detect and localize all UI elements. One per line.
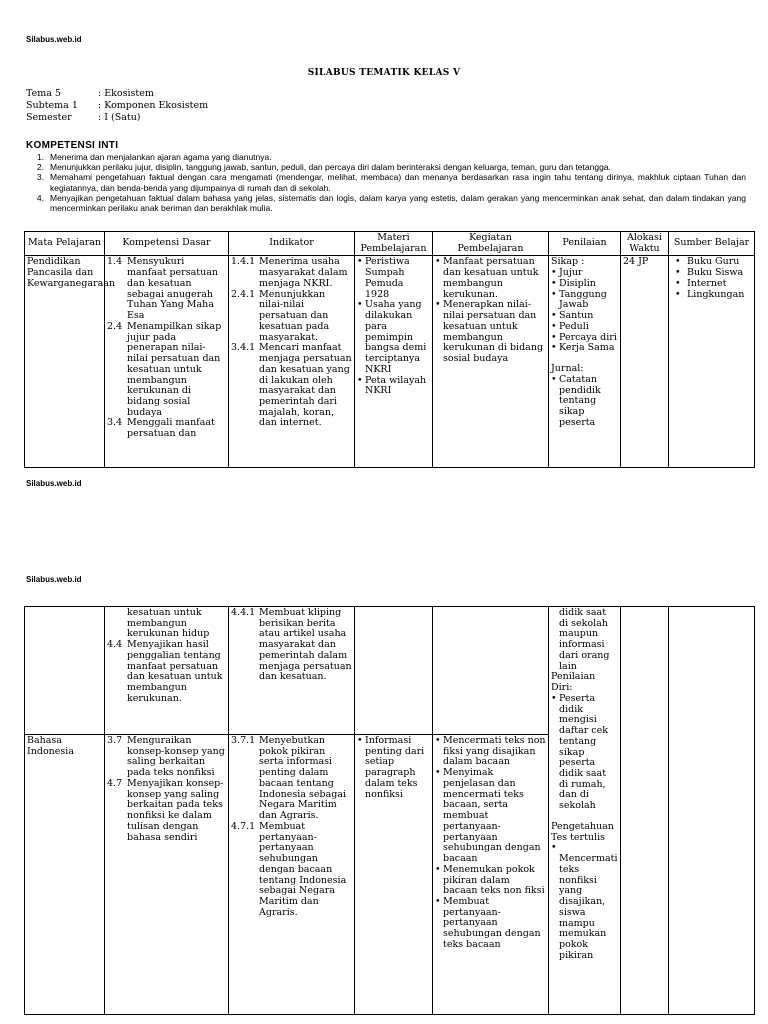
cell-kd: [105, 735, 229, 1015]
table-header-row: [25, 232, 755, 256]
kd-num: 4.4: [107, 639, 123, 651]
bullet-icon: •: [551, 320, 557, 332]
indikator-item: [231, 736, 352, 822]
watermark-page2: Silabus.web.id: [26, 575, 82, 584]
indikator-text: Membuat pertanyaan-pertanyaan sehubungan dengan bacaan tentang Indonesia sebagai Negara Maritim dan Agraris.: [259, 820, 347, 918]
col-header-sumber: Sumber Belajar: [669, 232, 755, 256]
cell-mapel: Bahasa Indonesia: [25, 735, 105, 1015]
col-header-indikator: Indikator: [229, 232, 355, 256]
bullet-icon: •: [357, 299, 363, 311]
bullet-icon: •: [675, 288, 681, 300]
indikator-num: 2.4.1: [231, 288, 256, 300]
indikator-num: 3.4.1: [231, 342, 256, 354]
kd-num: 1.4: [107, 256, 123, 268]
sikap-text: Percaya diri: [559, 331, 617, 343]
sikap-text: Santun: [559, 310, 594, 322]
bullet-icon: •: [551, 331, 557, 343]
jurnal-item: [551, 375, 618, 429]
bullet-icon: •: [551, 373, 557, 385]
kompetensi-inti-heading: KOMPETENSI INTI: [26, 140, 119, 151]
materi-text: Peta wilayah NKRI: [365, 374, 427, 397]
indikator-item: [231, 290, 352, 344]
bullet-icon: •: [435, 767, 441, 779]
kd-num: 3.4: [107, 417, 123, 429]
indikator-item: [231, 822, 352, 919]
cell-kegiatan: [433, 256, 549, 468]
cell-kegiatan: [433, 735, 549, 1015]
cell-mapel: Pendidikan Pancasila dan Kewarganegaraan: [25, 256, 105, 468]
bullet-icon: •: [551, 692, 557, 704]
bullet-icon: •: [435, 896, 441, 908]
kd-text: Menguraikan konsep-konsep yang saling berkaitan pada teks nonfiksi: [127, 735, 225, 779]
cell-mapel: [25, 607, 105, 735]
meta-label: Subtema 1: [26, 100, 78, 111]
indikator-num: 3.7.1: [231, 735, 256, 746]
indikator-text: Membuat kliping berisikan berita atau artikel usaha masyarakat dan pemerintah dalam menjaga persatuan dan kesatuan.: [259, 607, 352, 683]
sikap-item: [551, 322, 618, 333]
sikap-text: Kerja Sama: [559, 342, 615, 354]
ki-num: 3.: [36, 172, 44, 183]
ki-num: 4.: [36, 192, 44, 203]
cell-indikator: [229, 735, 355, 1015]
indikator-text: Menerima usaha masyarakat dalam menjaga NKRI.: [259, 256, 348, 289]
tes-text: Mencermati teks nonfiksi yang disajikan, siswa mampu memukan pokok pikiran: [559, 853, 618, 961]
ki-item: [26, 162, 746, 172]
cell-kd: [105, 256, 229, 468]
penilaian-diri-label: Penilaian Diri:: [551, 671, 596, 694]
indikator-num: 1.4.1: [231, 256, 256, 268]
meta-value: : I (Satu): [98, 112, 141, 123]
kegiatan-text: Manfaat persatuan dan kesatuan untuk membangun kerukunan.: [443, 256, 539, 300]
kegiatan-item: [435, 257, 546, 300]
sumber-text: Internet: [687, 277, 727, 289]
kd-item: [107, 418, 226, 439]
col-header-materi: Materi Pembelajaran: [355, 232, 433, 256]
kd-text: Menampilkan sikap jujur pada penerapan nilai-nilai persatuan dan kesatuan untuk membangun kerukunan di bidang sosial budaya: [127, 320, 222, 418]
ki-num: 1.: [36, 152, 44, 162]
materi-item: [357, 257, 430, 300]
penilaian-jurnal-label: Jurnal:: [551, 363, 584, 375]
document-title: SILABUS TEMATIK KELAS V: [307, 68, 461, 78]
diri-text: Peserta didik mengisi daftar cek tentang sikap peserta didik saat di rumah, dan di sekolah: [559, 692, 609, 812]
syllabus-table-page1: [24, 231, 755, 468]
kd-item: [107, 322, 226, 419]
meta-label: Tema 5: [26, 88, 61, 99]
bullet-icon: •: [675, 256, 681, 268]
bullet-icon: •: [357, 374, 363, 386]
meta-row-semester: [26, 113, 208, 125]
bullet-icon: •: [551, 288, 557, 300]
cell-sumber: [669, 256, 755, 468]
indikator-item: [231, 608, 352, 683]
col-header-alokasi: Alokasi Waktu: [621, 232, 669, 256]
document-meta: [26, 89, 208, 125]
watermark-top: Silabus.web.id: [26, 35, 82, 44]
materi-text: Peristiwa Sumpah Pemuda 1928: [365, 256, 410, 300]
diri-item: [551, 694, 618, 812]
bullet-icon: •: [357, 256, 363, 268]
kd-text: Menyajikan konsep-konsep yang saling berkaitan pada teks nonfiksi ke dalam tulisan dengan bahasa sendiri: [127, 777, 224, 843]
bullet-icon: •: [551, 267, 557, 279]
cell-penilaian: [549, 256, 621, 468]
ki-item: [26, 172, 746, 192]
ki-item: [26, 193, 746, 213]
indikator-num: 4.4.1: [231, 607, 256, 618]
meta-label: Semester: [26, 112, 72, 123]
bullet-icon: •: [435, 299, 441, 311]
sikap-item: [551, 343, 618, 354]
materi-item: [357, 376, 430, 397]
table-row: [25, 256, 755, 468]
sikap-text: Disiplin: [559, 277, 596, 289]
sikap-text: Tanggung Jawab: [559, 288, 607, 311]
kegiatan-item: [435, 300, 546, 364]
ki-text: Menyajikan pengetahuan faktual dalam bahasa yang jelas, sistematis dan logis, dalam karya yang estetis, dalam gerakan yang mencerminkan anak sehat, dan dalam tindakan yang mencerminkan perilaku anak beriman dan berakhlak mulia.: [50, 192, 746, 213]
kd-continuation: kesatuan untuk membangun kerukunan hidup: [127, 607, 210, 640]
kd-text: Mensyukuri manfaat persatuan dan kesatuan sebagai anugerah Tuhan Yang Maha Esa: [127, 256, 218, 322]
kegiatan-text: Menyimak penjelasan dan mencermati teks bacaan, serta membuat pertanyaan-pertanyaan sehubungan dengan bacaan: [443, 767, 541, 865]
bullet-icon: •: [357, 735, 363, 746]
table-row: [25, 607, 755, 735]
sikap-text: Peduli: [559, 320, 589, 332]
syllabus-table-page2: [24, 606, 755, 1015]
indikator-item: [231, 257, 352, 289]
kd-num: 3.7: [107, 735, 123, 746]
bullet-icon: •: [435, 863, 441, 875]
bullet-icon: •: [551, 277, 557, 289]
bullet-icon: •: [551, 842, 557, 854]
cell-alokasi: [621, 607, 669, 1015]
kd-item: [107, 257, 226, 321]
ki-num: 2.: [36, 162, 44, 173]
col-header-kegiatan: Kegiatan Pembelajaran: [433, 232, 549, 256]
sumber-item: [671, 290, 752, 301]
cell-penilaian: [549, 607, 621, 1015]
cell-kd: [105, 607, 229, 735]
col-header-penilaian: Penilaian: [549, 232, 621, 256]
cell-indikator: [229, 607, 355, 735]
penilaian-sikap-label: Sikap :: [551, 256, 585, 268]
materi-item: [357, 736, 430, 800]
materi-text: Informasi penting dari setiap paragraph dalam teks nonfiksi: [365, 735, 425, 800]
indikator-text: Mencari manfaat menjaga persatuan dan kesatuan yang di lakukan oleh masyarakat dan pemerintah dari majalah, koran, dan internet.: [259, 342, 352, 429]
penilaian-continuation: didik saat di sekolah maupun informasi dari orang lain: [559, 607, 610, 672]
indikator-num: 4.7.1: [231, 820, 256, 832]
cell-indikator: [229, 256, 355, 468]
jurnal-text: Catatan pendidik tentang sikap peserta: [559, 373, 601, 428]
bullet-icon: •: [551, 342, 557, 354]
kegiatan-item: [435, 768, 546, 865]
kd-item: [107, 779, 226, 843]
bullet-icon: •: [551, 310, 557, 322]
penilaian-tes-label: Tes tertulis: [551, 831, 605, 843]
kegiatan-text: Membuat pertanyaan-pertanyaan sehubungan dengan teks bacaan: [443, 896, 541, 950]
ki-text: Menunjukkan perilaku jujur, disiplin, tanggung jawab, santun, peduli, dan percaya diri dalam berinteraksi dengan keluarga, teman, guru dan tetangga.: [50, 162, 611, 173]
kegiatan-text: Menemukan pokok pikiran dalam bacaan teks non fiksi: [443, 863, 545, 897]
meta-value: : Komponen Ekosistem: [98, 100, 209, 111]
indikator-text: Menunjukkan nilai-nilai persatuan dan kesatuan pada masyarakat.: [259, 288, 330, 343]
kd-num: 2.4: [107, 320, 123, 332]
bullet-icon: •: [675, 267, 681, 279]
cell-materi: [355, 735, 433, 1015]
kegiatan-item: [435, 736, 546, 768]
kd-num: 4.7: [107, 777, 123, 789]
sumber-text: Buku Siswa: [687, 267, 744, 279]
indikator-item: [231, 343, 352, 429]
cell-kegiatan: [433, 607, 549, 735]
cell-sumber: [669, 607, 755, 1015]
cell-materi: [355, 256, 433, 468]
col-header-kd: Kompetensi Dasar: [105, 232, 229, 256]
watermark-footer: Silabus.web.id: [26, 479, 82, 488]
bullet-icon: •: [675, 277, 681, 289]
cell-materi: [355, 607, 433, 735]
kegiatan-item: [435, 897, 546, 951]
kegiatan-text: Menerapkan nilai-nilai persatuan dan kesatuan untuk membangun kerukunan di bidang sosial budaya: [443, 299, 544, 365]
kompetensi-inti-list: [26, 152, 746, 213]
penilaian-pengetahuan-label: Pengetahuan: [551, 820, 614, 832]
sikap-text: Jujur: [559, 267, 583, 279]
kd-text: Menggali manfaat persatuan dan: [127, 417, 215, 440]
kd-text: Menyajikan hasil penggalian tentang manfaat persatuan dan kesatuan untuk membangun kerukunan.: [127, 639, 223, 704]
materi-item: [357, 300, 430, 375]
ki-text: Menerima dan menjalankan ajaran agama yang dianutnya.: [50, 152, 272, 162]
kegiatan-item: [435, 865, 546, 897]
kd-item: [107, 736, 226, 779]
cell-alokasi: 24 JP: [621, 256, 669, 468]
bullet-icon: •: [435, 256, 441, 268]
sikap-item: [551, 290, 618, 311]
sumber-text: Buku Guru: [687, 256, 740, 268]
sumber-text: Lingkungan: [687, 288, 745, 300]
ki-item: [26, 152, 746, 162]
indikator-text: Menyebutkan pokok pikiran serta informasi penting dalam bacaan tentang Indonesia sebagai Negara Maritim dan Agraris.: [259, 735, 347, 822]
kd-item: [107, 640, 226, 704]
ki-text: Memahami pengetahuan faktual dengan cara mengamati (mendengar, melihat, membaca) dan menanya berdasarkan rasa ingin tahu tentang dirinya, makhluk ciptaan Tuhan dan kegiatannya, dan benda-benda yang dijumpainya di rumah dan di sekolah.: [50, 172, 746, 193]
materi-text: Usaha yang dilakukan para pemimpin bangsa demi terciptanya NKRI: [365, 299, 427, 375]
kegiatan-text: Mencermati teks non fiksi yang disajikan dalam bacaan: [443, 735, 546, 768]
meta-value: : Ekosistem: [98, 88, 154, 99]
col-header-mapel: Mata Pelajaran: [25, 232, 105, 256]
bullet-icon: •: [435, 735, 441, 746]
